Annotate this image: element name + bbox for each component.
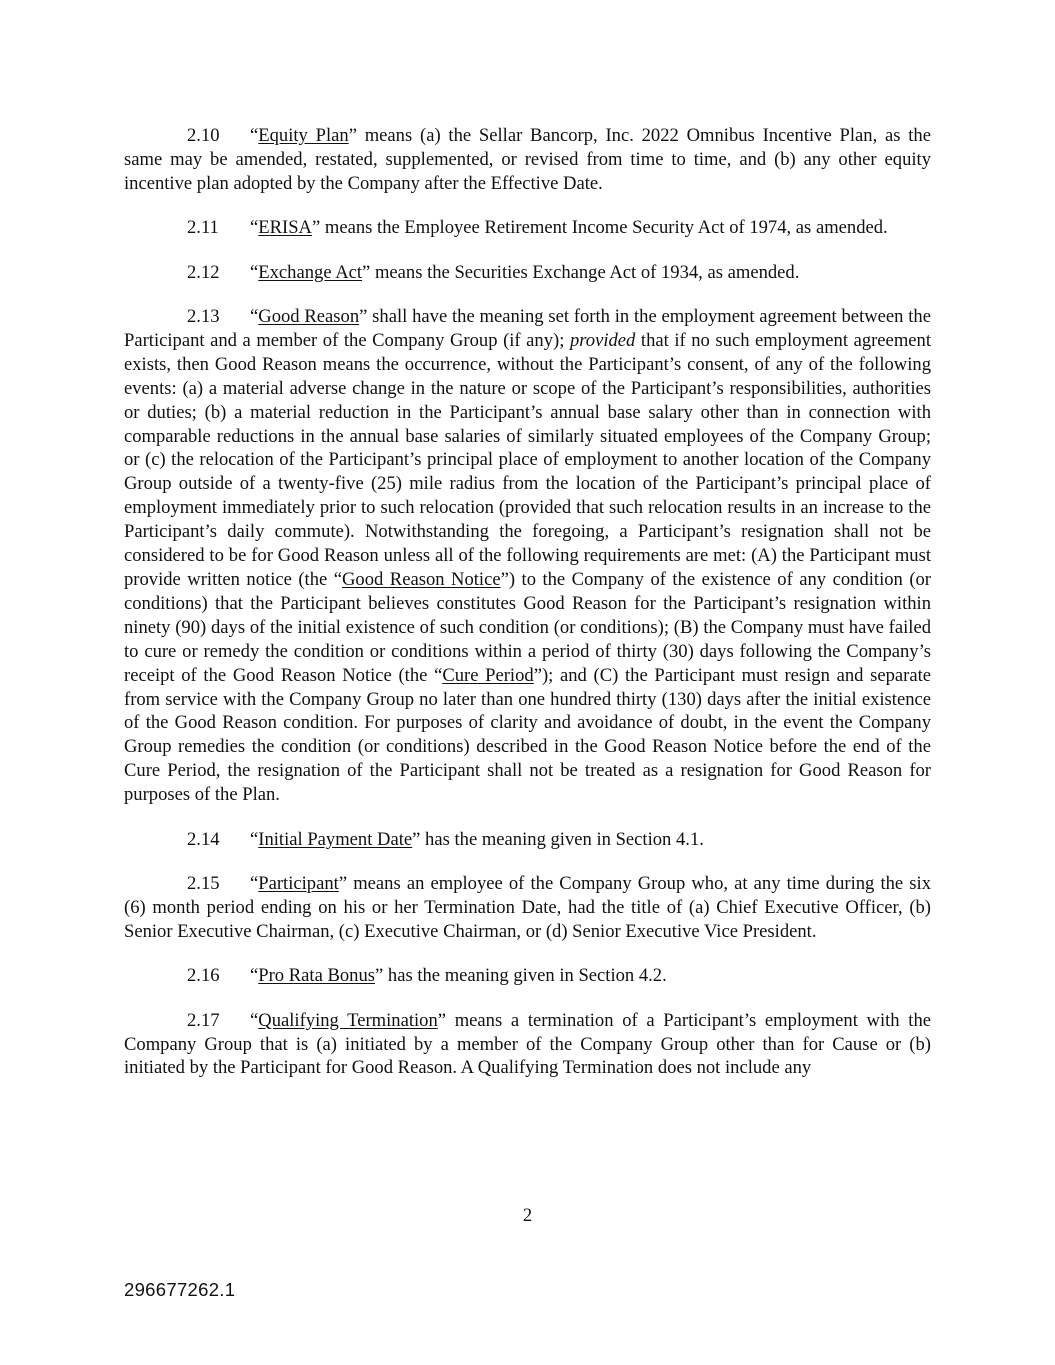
- defined-term: Equity Plan: [258, 125, 349, 146]
- defined-term: Pro Rata Bonus: [258, 965, 375, 987]
- definition-text: ”); and (C) the Participant must resign and separate from service with the Company Group no later than one hundred thirty (130) days after the initial existence of the Good Reason condition. For purposes of clarity and avoidance of doubt, in the event the Company Group remedies the condition (or conditions) described in the Good Reason Notice before the end of the Cure Period, the resignation of the Participant shall not be treated as a resignation for Good Reason for purposes of the Plan.: [124, 664, 931, 806]
- section-number: 2.11: [187, 217, 219, 239]
- definition-text: ” shall have the meaning set forth in the employment agreement between the Participant and a member of the Company Group (if any);: [124, 306, 931, 351]
- defined-term: ERISA: [258, 217, 312, 239]
- definition-text: ” has the meaning given in Section 4.2.: [375, 965, 667, 987]
- definition-text: ” means an employee of the Company Group who, at any time during the six (6) month period ending on his or her Termination Date, had the title of (a) Chief Executive Officer, (b) Senior Executive Chairman, (c) Executive Chairman, or (d) Senior Executive Vice President.: [124, 872, 931, 942]
- section-number: 2.14: [187, 828, 220, 850]
- defined-term: Participant: [258, 872, 339, 894]
- definition-text: ”) to the Company of the existence of any condition (or conditions) that the Participant believes constitutes Good Reason for the Participant’s resignation within ninety (90) days of the initial existence of such condition (or conditions); (B) the Company must have failed to cure or remedy the condition or conditions within a period of thirty (30) days following the Company’s receipt of the Good Reason Notice (the “: [124, 569, 931, 686]
- defined-term: Initial Payment Date: [258, 828, 413, 850]
- open-quote: “: [250, 217, 259, 239]
- open-quote: “: [250, 965, 259, 987]
- italic-term: provided: [569, 329, 636, 351]
- definition-text: that if no such employment agreement exists, then Good Reason means the occurrence, without the Participant’s consent, of any of the following events: (a) a material adverse change in the nature or scope of the Participant’s responsibilities, authorities or duties; (b) a material reduction in the Participant’s annual base salary other than in connection with comparable reductions in the annual base salaries of similarly situated employees of the Company Group; or (c) the relocation of the Participant’s principal place of employment to another location of the Company Group outside of a twenty-five (25) mile radius from the location of the Participant’s principal place of employment immediately prior to such relocation (provided that such relocation results in an increase to the Participant’s daily commute). Notwithstanding the foregoing, a Participant’s resignation shall not be considered to be for Good Reason unless all of the following requirements are met: (A) the Participant must provide written notice (the “: [124, 329, 931, 590]
- section-2-10: [124, 124, 931, 196]
- section-2-13: [124, 305, 931, 807]
- defined-term: Qualifying Termination: [258, 1009, 438, 1031]
- definition-text: ” means a termination of a Participant’s employment with the Company Group that is (a) initiated by a member of the Company Group other than for Cause or (b) initiated by the Participant for Good Reason. A Qualifying Termination does not include any: [124, 1009, 931, 1079]
- defined-term: Good Reason Notice: [342, 569, 501, 590]
- defined-term: Good Reason: [258, 306, 360, 328]
- page-number: 2: [522, 1205, 533, 1226]
- section-2-16: [124, 964, 931, 988]
- section-2-11: [124, 216, 931, 240]
- section-2-12: [124, 261, 931, 285]
- definition-text: ” means the Employee Retirement Income Security Act of 1974, as amended.: [312, 217, 888, 239]
- section-number: 2.16: [187, 965, 220, 987]
- section-number: 2.12: [187, 261, 220, 283]
- section-number: 2.13: [187, 306, 220, 328]
- section-number: 2.17: [187, 1009, 220, 1031]
- definition-text: ” has the meaning given in Section 4.1.: [412, 828, 704, 850]
- open-quote: “: [250, 872, 259, 894]
- open-quote: “: [250, 306, 259, 328]
- section-2-15: [124, 872, 931, 944]
- section-2-14: [124, 828, 931, 852]
- open-quote: “: [250, 261, 259, 283]
- defined-term: Exchange Act: [258, 261, 363, 283]
- open-quote: “: [250, 1009, 259, 1031]
- definition-text: ” means (a) the Sellar Bancorp, Inc. 2022 Omnibus Incentive Plan, as the same may be amended, restated, supplemented, or revised from time to time, and (b) any other equity incentive plan adopted by the Company after the Effective Date.: [124, 125, 931, 194]
- open-quote: “: [250, 125, 259, 146]
- document-id: 296677262.1: [124, 1279, 236, 1300]
- open-quote: “: [250, 828, 259, 850]
- document-body: [124, 124, 931, 1101]
- section-number: 2.15: [187, 872, 220, 894]
- section-number: 2.10: [187, 125, 220, 146]
- section-2-17: [124, 1009, 931, 1081]
- defined-term: Cure Period: [442, 664, 534, 686]
- definition-text: ” means the Securities Exchange Act of 1934, as amended.: [362, 261, 800, 283]
